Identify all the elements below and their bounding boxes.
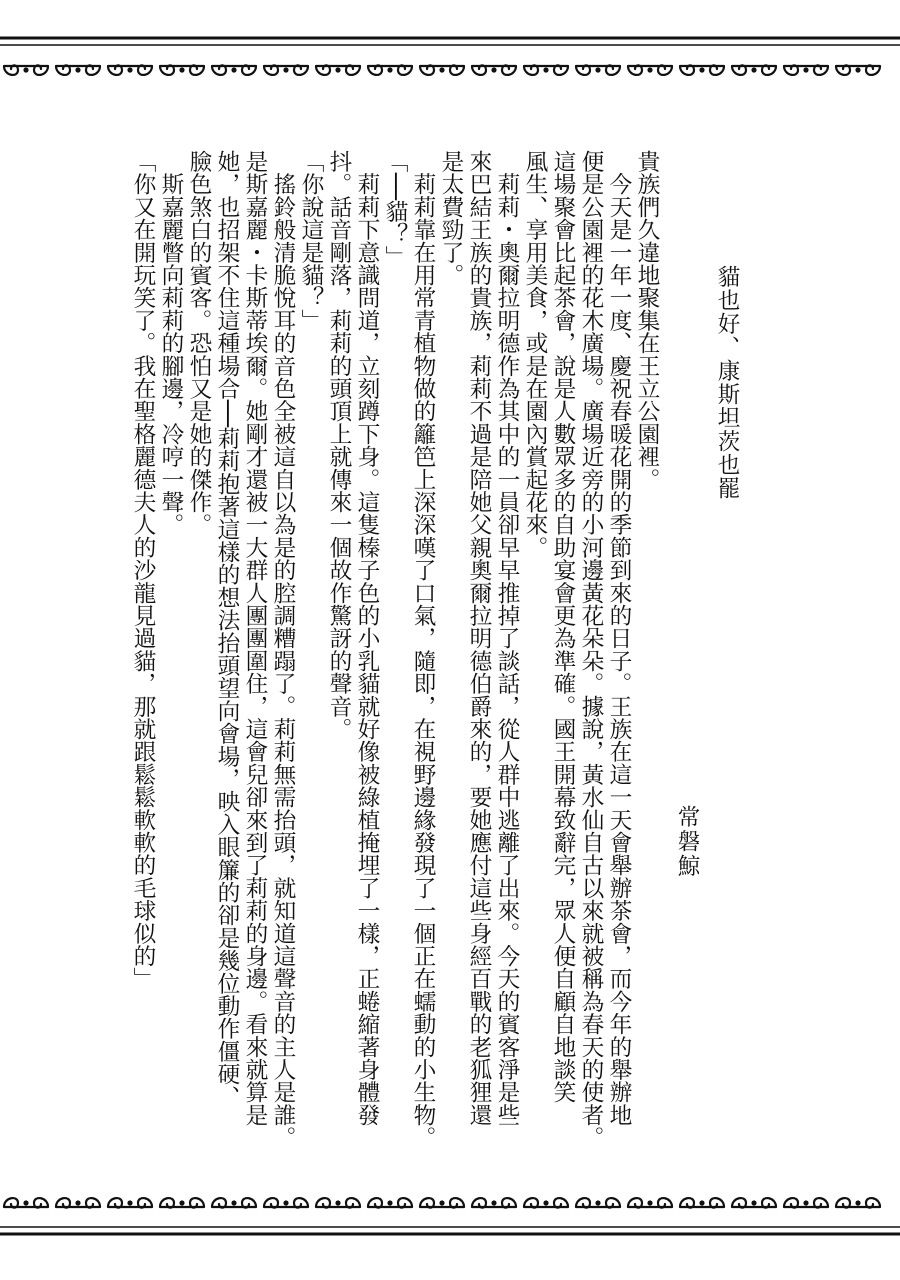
text-column-18: 斯嘉麗瞥向莉莉的腳邊，冷哼一聲。 bbox=[158, 150, 184, 536]
scroll-ornament bbox=[524, 65, 568, 75]
scroll-ornament bbox=[368, 1198, 412, 1208]
scroll-ornament bbox=[576, 65, 620, 75]
vertical-text-page bbox=[130, 150, 740, 1149]
scroll-ornament bbox=[316, 1198, 360, 1208]
text-column-2: 今天是一年一度、慶祝春暖花開的季節到來的日子。王族在這一天會舉辦茶會，而今年的舉辦地 bbox=[606, 150, 632, 1127]
scroll-ornament bbox=[576, 1198, 620, 1208]
scroll-ornament bbox=[212, 1198, 256, 1208]
scroll-ornament bbox=[264, 65, 308, 75]
text-column-16: 她，也招架不住這種場合──莉莉抱著這樣的想法抬頭望向會場，映入眼簾的卻是幾位動作僵硬、 bbox=[214, 150, 240, 1109]
scroll-ornament bbox=[784, 65, 828, 75]
scroll-ornament bbox=[212, 65, 256, 75]
scroll-ornament bbox=[108, 1198, 152, 1208]
text-column-3: 便是公園裡的花木廣場。廣場近旁的小河邊黃花朵朵。據說，黃水仙自古以來就被稱為春天的使者。 bbox=[578, 150, 604, 1149]
author-name: 常磐鯨 bbox=[674, 805, 700, 879]
scroll-ornament bbox=[628, 1198, 672, 1208]
scroll-ornament bbox=[472, 65, 516, 75]
scroll-ornament bbox=[160, 65, 204, 75]
bottom-ornamental-border bbox=[0, 1185, 900, 1280]
text-column-10: 「──貓？」 bbox=[382, 150, 408, 269]
scroll-ornament bbox=[524, 1198, 568, 1208]
text-column-14: 搖鈴般清脆悅耳的音色全被這自以為是的腔調糟蹋了。莉莉無需抬頭，就知道這聲音的主人是誰。 bbox=[270, 150, 296, 1149]
text-column-7: 來巴結王族的貴族，莉莉不過是陪她父親奧爾拉明德伯爵來的，要她應付這些身經百戰的老狐狸還 bbox=[466, 150, 492, 1127]
text-column-17: 臉色煞白的賓客。恐怕又是她的傑作。 bbox=[186, 150, 212, 536]
scroll-ornament bbox=[732, 1198, 776, 1208]
text-column-5: 風生、享用美食，或是在園內賞起花來。 bbox=[522, 150, 548, 559]
scroll-ornament bbox=[732, 65, 776, 75]
text-column-1: 貴族們久違地聚集在王立公園裡。 bbox=[634, 150, 660, 491]
scroll-ornament bbox=[160, 1198, 204, 1208]
scroll-ornament bbox=[56, 1198, 100, 1208]
scroll-ornament bbox=[680, 65, 724, 75]
text-column-15: 是斯嘉麗・卡斯蒂埃爾。她剛才還被一大群人團團圍住，這會兒卻來到了莉莉的身邊。看來就算是 bbox=[242, 150, 268, 1127]
scroll-ornament bbox=[316, 65, 360, 75]
scroll-ornament bbox=[836, 65, 880, 75]
scroll-ornament bbox=[264, 1198, 308, 1208]
text-column-9: 莉莉靠在用常青植物做的籬笆上深深嘆了口氣，隨即，在視野邊緣發現了一個正在蠕動的小生物。 bbox=[410, 150, 436, 1149]
story-title: 貓也好、康斯坦茨也罷 bbox=[714, 265, 740, 500]
scroll-ornament bbox=[4, 65, 48, 75]
top-ornamental-border bbox=[0, 0, 900, 95]
text-column-8: 是太費勁了。 bbox=[438, 150, 464, 287]
text-column-6: 莉莉・奧爾拉明德作為其中的一員卻早早推掉了談話，從人群中逃離了出來。今天的賓客淨是些 bbox=[494, 150, 520, 1127]
text-column-11: 莉莉下意識問道，立刻蹲下身。這隻榛子色的小乳貓就好像被綠植掩埋了一樣，正蜷縮著身體發 bbox=[354, 150, 380, 1127]
scroll-ornament bbox=[108, 65, 152, 75]
scroll-ornament bbox=[420, 1198, 464, 1208]
scroll-ornament bbox=[420, 65, 464, 75]
scroll-ornament bbox=[4, 1198, 48, 1208]
text-column-13: 「你說這是貓？」 bbox=[298, 150, 324, 332]
scroll-ornament bbox=[680, 1198, 724, 1208]
scroll-ornament bbox=[628, 65, 672, 75]
text-column-19: 「你又在開玩笑了。我在聖格麗德夫人的沙龍見過貓，那就跟鬆鬆軟軟的毛球似的」 bbox=[130, 150, 156, 990]
scroll-ornament bbox=[836, 1198, 880, 1208]
scroll-ornament bbox=[56, 65, 100, 75]
text-column-12: 抖。話音剛落，莉莉的頭頂上就傳來一個故作驚訝的聲音。 bbox=[326, 150, 352, 741]
scroll-ornament bbox=[784, 1198, 828, 1208]
scroll-ornament bbox=[472, 1198, 516, 1208]
scroll-ornament bbox=[368, 65, 412, 75]
text-column-4: 這場聚會比起茶會，說是人數眾多的自助宴會更為準確。國王開幕致辭完，眾人便自顧自地談笑 bbox=[550, 150, 576, 1104]
